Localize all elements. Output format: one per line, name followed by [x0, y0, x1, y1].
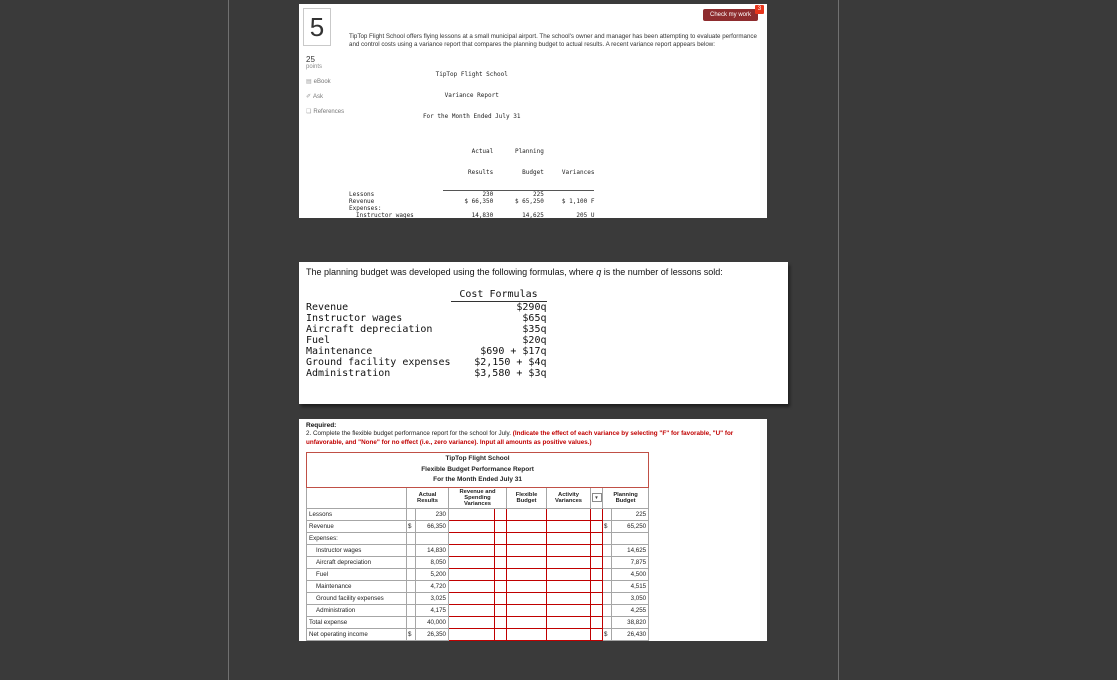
- ask-icon: ✐: [306, 94, 312, 100]
- cost-item-label: Ground facility expenses: [306, 357, 451, 368]
- row-label: Fuel: [307, 569, 407, 581]
- activity-variance-input[interactable]: [547, 545, 591, 557]
- cost-formulas-header-row: [306, 289, 547, 302]
- col-header-line: Budget: [516, 497, 537, 504]
- actual-value: 230: [482, 190, 494, 198]
- check-my-work-button[interactable]: [703, 6, 762, 21]
- actual-currency-cell: [407, 533, 416, 545]
- col-header-line: Variances: [463, 501, 492, 507]
- cost-formula-row: [306, 335, 547, 346]
- cost-formula-row: [306, 324, 547, 335]
- col-header-actual-results: [443, 134, 494, 191]
- row-label: Expenses:: [307, 533, 407, 545]
- activity-variance-select[interactable]: [591, 581, 603, 593]
- sidebar-item-ebook[interactable]: [306, 78, 347, 85]
- col-header-line: Actual: [471, 147, 494, 155]
- actual-currency-cell: [407, 545, 416, 557]
- activity-variance-input[interactable]: [547, 629, 591, 641]
- row-label: Total expense: [307, 617, 407, 629]
- cost-formula-value: $65q: [522, 313, 547, 324]
- actual-value-cell: 4,175: [416, 605, 449, 617]
- planning-currency-cell: [603, 557, 612, 569]
- revenue-spending-variance-input[interactable]: [449, 533, 495, 545]
- planning-currency-cell: [603, 509, 612, 521]
- variance-report-row: [349, 190, 594, 198]
- empty-header-cell: [307, 487, 407, 509]
- cost-formula-value: $35q: [522, 324, 547, 335]
- planning-currency-cell: $: [603, 521, 612, 533]
- flexible-budget-header-row: [307, 487, 649, 509]
- planning-currency-cell: [603, 569, 612, 581]
- actual-currency-cell: $: [407, 629, 416, 641]
- col-header-line: Budget: [615, 497, 636, 504]
- revenue-spending-variance-select[interactable]: [495, 581, 507, 593]
- required-instruction: [306, 430, 760, 447]
- actual-value-cell: [416, 533, 449, 545]
- empty-header-cell: [349, 134, 443, 191]
- planning-value-cell: 225: [612, 509, 649, 521]
- planning-currency-cell: [603, 581, 612, 593]
- revenue-spending-variance-input[interactable]: [449, 545, 495, 557]
- row-label: Net operating income: [307, 629, 407, 641]
- variance-report-header-row: [349, 134, 594, 191]
- actual-currency-cell: [407, 557, 416, 569]
- variance-value: [544, 205, 595, 212]
- flexible-budget-row: [307, 569, 649, 581]
- actual-value: [443, 205, 494, 212]
- cost-formula-value: $290q: [516, 302, 547, 313]
- revenue-spending-variance-select[interactable]: [495, 557, 507, 569]
- question-panel: [299, 4, 767, 218]
- planning-value-cell: 3,050: [612, 593, 649, 605]
- formulas-intro-text: [306, 267, 780, 277]
- flexible-budget-input[interactable]: [507, 629, 547, 641]
- references-icon: ❏: [306, 109, 312, 115]
- flexible-budget-input[interactable]: [507, 593, 547, 605]
- actual-value: $ 66,350: [464, 197, 494, 205]
- cost-formulas-header: Cost Formulas: [451, 289, 547, 302]
- col-header-line: Variances: [561, 168, 595, 176]
- revenue-spending-variance-select[interactable]: [495, 593, 507, 605]
- formulas-intro-suffix: is the number of lessons sold:: [601, 267, 723, 277]
- cost-formula-value: $690 + $17q: [480, 346, 547, 357]
- content-right-edge: [838, 0, 839, 680]
- flexible-budget-row: [307, 629, 649, 641]
- revenue-spending-variance-select[interactable]: [495, 629, 507, 641]
- activity-variance-select[interactable]: [591, 545, 603, 557]
- row-label: Ground facility expenses: [307, 593, 407, 605]
- instruction-plain-text: 2. Complete the flexible budget performance report for the school for July.: [306, 430, 513, 437]
- col-header-line: Activity: [558, 491, 579, 498]
- variance-report-row: [349, 212, 594, 218]
- points-value: 25: [306, 55, 315, 64]
- actual-value-cell: 8,050: [416, 557, 449, 569]
- report-period: For the Month Ended July 31: [422, 112, 521, 120]
- actual-currency-cell: [407, 509, 416, 521]
- activity-variance-input[interactable]: [547, 593, 591, 605]
- planning-value-cell: 7,875: [612, 557, 649, 569]
- revenue-spending-variance-select[interactable]: [495, 521, 507, 533]
- report-period: For the Month Ended July 31: [433, 476, 522, 483]
- revenue-spending-variance-select[interactable]: [495, 605, 507, 617]
- cost-item-label: Maintenance: [306, 346, 373, 357]
- activity-variance-input[interactable]: [547, 617, 591, 629]
- actual-value-cell: 14,830: [416, 545, 449, 557]
- variance-report-title-row: [349, 57, 594, 134]
- actual-value-cell: 4,720: [416, 581, 449, 593]
- actual-value-cell: 26,350: [416, 629, 449, 641]
- question-sidebar: [299, 4, 347, 115]
- activity-variance-input[interactable]: [547, 557, 591, 569]
- row-label: Revenue: [349, 197, 375, 205]
- variance-value: $ 1,100 F: [561, 197, 595, 205]
- flexible-budget-input[interactable]: [507, 617, 547, 629]
- revenue-spending-variance-input[interactable]: [449, 557, 495, 569]
- planning-value-cell: 4,500: [612, 569, 649, 581]
- question-number: 5: [303, 8, 331, 46]
- actual-value-cell: 5,200: [416, 569, 449, 581]
- flexible-budget-input[interactable]: [507, 521, 547, 533]
- cost-formula-row: [306, 346, 547, 357]
- col-header-activity-variances: [547, 487, 591, 509]
- planning-currency-cell: [603, 545, 612, 557]
- activity-variance-select[interactable]: [591, 533, 603, 545]
- actual-value-cell: 230: [416, 509, 449, 521]
- report-title: TipTop Flight School: [445, 455, 510, 462]
- flexible-budget-row: [307, 605, 649, 617]
- question-body: [349, 33, 759, 218]
- flexible-budget-input[interactable]: [507, 533, 547, 545]
- activity-variance-select[interactable]: [591, 617, 603, 629]
- flexible-budget-title-row: [307, 453, 649, 488]
- row-label: Instructor wages: [356, 211, 414, 218]
- cost-formula-row: [306, 313, 547, 324]
- flexible-budget-input[interactable]: [507, 581, 547, 593]
- planning-currency-cell: [603, 605, 612, 617]
- actual-currency-cell: [407, 605, 416, 617]
- cost-item-label: Fuel: [306, 335, 331, 346]
- ebook-icon: ▤: [306, 79, 312, 85]
- flexible-budget-row: [307, 581, 649, 593]
- col-header-line: Planning: [514, 147, 544, 155]
- report-subtitle: Variance Report: [444, 91, 499, 99]
- required-heading: Required:: [306, 422, 337, 429]
- instruction-bold-text: (Indicate the effect of each variance by selecting "F" for favorable, "U" for unfavorable, and "None" for no effect (i.e., zero variance). Input all amounts as positive values.): [306, 430, 734, 446]
- actual-value-cell: 40,000: [416, 617, 449, 629]
- actual-currency-cell: [407, 569, 416, 581]
- revenue-spending-variance-input[interactable]: [449, 617, 495, 629]
- revenue-spending-variance-input[interactable]: [449, 581, 495, 593]
- flexible-budget-table: [306, 452, 649, 641]
- row-label: Maintenance: [307, 581, 407, 593]
- revenue-spending-variance-select[interactable]: [495, 617, 507, 629]
- activity-variance-input[interactable]: [547, 569, 591, 581]
- planning-value-cell: 4,255: [612, 605, 649, 617]
- sidebar-item-ask[interactable]: [306, 93, 347, 100]
- quantity-variable: q: [596, 267, 602, 277]
- revenue-spending-variance-input[interactable]: [449, 569, 495, 581]
- col-header-planning-budget: [603, 487, 649, 509]
- variance-value: [544, 190, 595, 198]
- activity-variance-input[interactable]: [547, 509, 591, 521]
- revenue-spending-variance-input[interactable]: [449, 521, 495, 533]
- col-header-line: Variances: [554, 497, 583, 504]
- cost-formula-row: [306, 368, 547, 379]
- report-title: TipTop Flight School: [435, 70, 508, 78]
- planning-value-cell: 14,625: [612, 545, 649, 557]
- col-header-line: Results: [417, 497, 438, 504]
- flexible-budget-row: [307, 521, 649, 533]
- variance-value: 205 U: [576, 211, 595, 218]
- revenue-spending-variance-input[interactable]: [449, 629, 495, 641]
- budget-value: 225: [533, 190, 544, 198]
- col-header-revenue-spending-variances: [449, 487, 507, 509]
- activity-variance-select[interactable]: [591, 593, 603, 605]
- cost-item-label: Revenue: [306, 301, 349, 313]
- cost-item-label: Administration: [306, 368, 391, 379]
- variance-report-row: [349, 198, 594, 205]
- planning-currency-cell: [603, 593, 612, 605]
- flexible-budget-input[interactable]: [507, 545, 547, 557]
- activity-variance-input[interactable]: [547, 581, 591, 593]
- col-header-line: Actual: [418, 491, 437, 498]
- col-header-actual-results: [407, 487, 449, 509]
- flexible-budget-row: [307, 557, 649, 569]
- revenue-spending-variance-select[interactable]: [495, 545, 507, 557]
- row-label: Administration: [307, 605, 407, 617]
- cost-formula-row: [306, 302, 547, 314]
- activity-variance-input[interactable]: [547, 521, 591, 533]
- sidebar-item-label: eBook: [313, 78, 331, 85]
- check-count-badge: 3: [755, 5, 764, 14]
- cost-formula-row: [306, 357, 547, 368]
- row-label: Instructor wages: [307, 545, 407, 557]
- col-header-planning-budget: [493, 134, 544, 191]
- revenue-spending-variance-input[interactable]: [449, 593, 495, 605]
- header-dropdown-cell: [591, 487, 603, 509]
- actual-value-cell: 3,025: [416, 593, 449, 605]
- points-label: points: [306, 64, 323, 70]
- chevron-down-icon: ▼: [594, 495, 599, 501]
- activity-variance-select[interactable]: [591, 521, 603, 533]
- cost-formula-value: $3,580 + $3q: [474, 368, 547, 379]
- content-left-edge: [228, 0, 229, 680]
- revenue-spending-variance-input[interactable]: [449, 509, 495, 521]
- col-header-flexible-budget: [507, 487, 547, 509]
- col-header-line: Revenue and Spending: [459, 488, 496, 501]
- flexible-budget-input[interactable]: [507, 569, 547, 581]
- activity-variance-input[interactable]: [547, 533, 591, 545]
- planning-currency-cell: [603, 617, 612, 629]
- required-panel: [299, 419, 767, 641]
- revenue-spending-variance-select[interactable]: [495, 569, 507, 581]
- flexible-budget-input[interactable]: [507, 557, 547, 569]
- revenue-spending-variance-select[interactable]: [495, 533, 507, 545]
- revenue-spending-variance-select[interactable]: [495, 509, 507, 521]
- planning-currency-cell: [603, 533, 612, 545]
- problem-intro-text: TipTop Flight School offers flying lessons at a small municipal airport. The school's owner and manager has been attempting to evaluate performance and control costs using a variance report that compares the planning budget to actual results. A recent variance report appears below:: [349, 33, 757, 49]
- budget-value: 14,625: [522, 211, 544, 218]
- activity-variance-input[interactable]: [547, 605, 591, 617]
- col-header-line: Planning: [613, 491, 638, 498]
- planning-value-cell: 4,515: [612, 581, 649, 593]
- variance-report-table: [349, 57, 594, 218]
- budget-value: $ 65,250: [514, 197, 544, 205]
- actual-currency-cell: $: [407, 521, 416, 533]
- cost-item-label: Instructor wages: [306, 313, 403, 324]
- report-subtitle: Flexible Budget Performance Report: [421, 465, 534, 473]
- planning-value-cell: 26,430: [612, 629, 649, 641]
- row-label: Lessons: [307, 509, 407, 521]
- variance-report-row: [349, 205, 594, 212]
- revenue-spending-variance-input[interactable]: [449, 605, 495, 617]
- col-header-line: Budget: [522, 168, 544, 176]
- row-label: Revenue: [307, 521, 407, 533]
- cost-formula-value: $20q: [522, 335, 547, 346]
- activity-variance-select[interactable]: [591, 605, 603, 617]
- sidebar-item-references[interactable]: [306, 108, 347, 115]
- flexible-budget-row: [307, 533, 649, 545]
- sidebar-item-label: References: [313, 108, 345, 115]
- actual-currency-cell: [407, 617, 416, 629]
- col-header-variances: [544, 134, 595, 191]
- formulas-panel: [299, 262, 788, 404]
- cost-formulas-table: [306, 289, 547, 379]
- check-my-work-label: Check my work: [709, 12, 751, 18]
- actual-value: 14,830: [471, 211, 494, 218]
- empty-header-cell: [306, 289, 451, 302]
- col-header-line: Flexible: [515, 491, 538, 498]
- activity-variance-select[interactable]: [591, 557, 603, 569]
- actual-value-cell: 66,350: [416, 521, 449, 533]
- sidebar-item-label: Ask: [313, 93, 324, 100]
- planning-currency-cell: $: [603, 629, 612, 641]
- formulas-intro-prefix: The planning budget was developed using the following formulas, where: [306, 267, 597, 277]
- row-label: Lessons: [349, 190, 375, 198]
- activity-variance-select[interactable]: [591, 629, 603, 641]
- row-label: Aircraft depreciation: [307, 557, 407, 569]
- planning-value-cell: [612, 533, 649, 545]
- row-label: Expenses:: [349, 204, 382, 212]
- activity-variance-select[interactable]: [591, 509, 603, 521]
- cost-formula-value: $2,150 + $4q: [474, 357, 547, 368]
- budget-value: [493, 205, 544, 212]
- flexible-budget-input[interactable]: [507, 605, 547, 617]
- flexible-budget-row: [307, 593, 649, 605]
- planning-value-cell: 38,820: [612, 617, 649, 629]
- col-header-line: Results: [467, 168, 494, 176]
- flexible-budget-row: [307, 509, 649, 521]
- flexible-budget-row: [307, 617, 649, 629]
- flexible-budget-row: [307, 545, 649, 557]
- cost-item-label: Aircraft depreciation: [306, 324, 433, 335]
- activity-variance-select[interactable]: [591, 569, 603, 581]
- flexible-budget-input[interactable]: [507, 509, 547, 521]
- points-box: [306, 55, 347, 70]
- actual-currency-cell: [407, 593, 416, 605]
- actual-currency-cell: [407, 581, 416, 593]
- planning-value-cell: 65,250: [612, 521, 649, 533]
- variance-select-dropdown[interactable]: [592, 493, 602, 502]
